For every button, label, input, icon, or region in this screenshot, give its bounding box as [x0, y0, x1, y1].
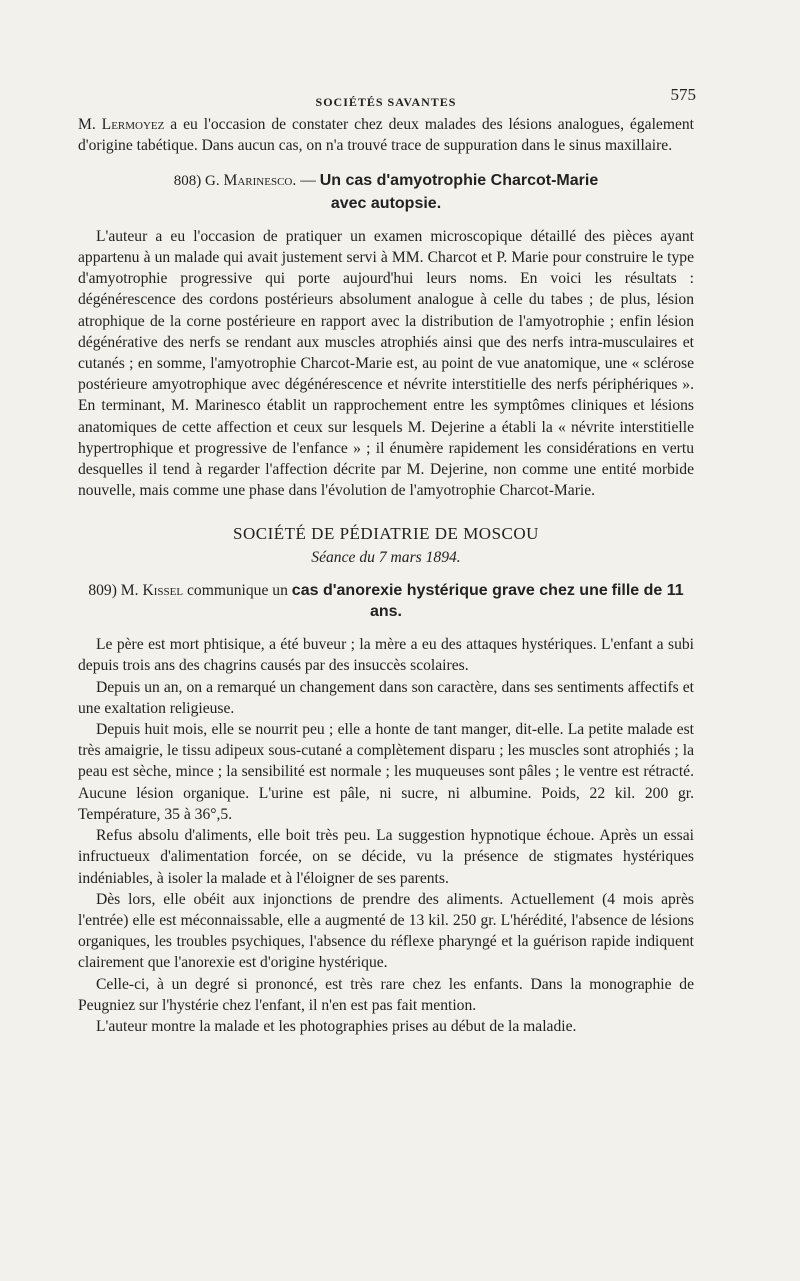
article-808-author: Marinesco.: [223, 172, 297, 190]
session-date: Séance du 7 mars 1894.: [311, 548, 461, 566]
running-head: [78, 84, 694, 114]
article-808-number: 808) G.: [173, 173, 220, 190]
article-809-paragraph: Depuis un an, on a remarqué un changement dans son caractère, dans ses sentiments affectifs et une exaltation religieuse.: [78, 678, 694, 717]
article-809-title-2: fille de 11 ans.: [369, 581, 684, 621]
article-808-body: L'auteur a eu l'occasion de pratiquer un examen microscopique détaillé des pièces ayant appartenu à un malade qui avait justement servi à MM. Charcot et P. Marie pour construire le type d'amyotrophie progressive qui porte aujourd'hui leurs noms. En voici les résultats : dégénérescence des cordons postérieurs absolument analogue à celle du tabes ; de plus, lésion atrophique de la corne postérieure en rapport avec la distribution de l'amyotrophie ; enfin lésion dégénérative des nerfs se rendant aux muscles atrophiés ainsi que des nerfs intra-musculaires et cutanés ; en somme, l'amyotrophie Charcot-Marie est, au point de vue anatomique, une « sclérose postérieure amyotrophique avec dégénérescence et névrite interstitielle des nerfs périphériques ». En terminant, M. Marinesco établit un rapprochement entre les symptômes cliniques et lésions anatomiques de cette affection et ceux sur lesquels M. Dejerine a établi la « névrite interstitielle hypertrophique et progressive de l'enfance » ; il énumère rapidement les considérations en vertu desquelles il tend à regarder l'affection décrite par M. Dejerine, non comme une entité morbide nouvelle, mais comme une phase dans l'évolution de l'amyotrophie Charcot-Marie.: [78, 227, 694, 500]
article-808-title-2: avec autopsie.: [330, 194, 442, 212]
article-809-paragraph: Le père est mort phtisique, a été buveur ; la mère a eu des attaques hystériques. L'enfant a subi depuis trois ans des chagrins causés par des insuccès scolaires.: [78, 636, 694, 675]
article-808-heading: [78, 170, 694, 213]
article-809-paragraph: Dès lors, elle obéit aux injonctions de prendre des aliments. Actuellement (4 mois après l'entrée) elle est méconnaissable, elle a augmenté de 13 kil. 250 gr. L'hérédité, l'absence de lésions organiques, les troubles psychiques, l'absence du réflexe pharyngé et la guérison rapide indiquent clairement que l'anorexie est d'origine hystérique.: [78, 890, 694, 972]
article-809-paragraph: Refus absolu d'aliments, elle boit très peu. La suggestion hypnotique échoue. Après un essai infructueux d'alimentation forcée, on se décide, vu la présence de stigmates hystériques indéniables, à isoler la malade et à l'éloigner de ses parents.: [78, 827, 694, 887]
article-809-paragraph: Depuis huit mois, elle se nourrit peu ; elle a honte de tant manger, dit-elle. La petite malade est très amaigrie, le tissu adipeux sous-cutané a complètement disparu ; les muscles sont atrophiés ; la peau est sèche, mince ; la sensibilité est normale ; les muqueuses sont pâles ; le ventre est rétracté. Aucune lésion organique. L'urine est pâle, ni sucre, ni albumine. Poids, 22 kil. 200 gr. Température, 35 à 36°,5.: [78, 721, 694, 823]
page-number: 575: [670, 85, 696, 104]
article-809-lead: communique un: [183, 581, 292, 599]
intro-paragraph: [78, 114, 694, 156]
page-body: [78, 84, 694, 1037]
running-title: SOCIÉTÉS SAVANTES: [315, 95, 457, 109]
society-name: SOCIÉTÉ DE PÉDIATRIE DE MOSCOU: [233, 524, 539, 544]
article-809-paragraph: Celle-ci, à un degré si prononcé, est très rare chez les enfants. Dans la monographie de Peugniez sur l'hystérie chez l'enfant, il n'en est pas fait mention.: [78, 975, 694, 1014]
article-809-author: Kissel: [142, 581, 184, 599]
intro-author: M. Lermoyez: [78, 116, 165, 133]
article-809-title-1: cas d'anorexie hystérique grave chez une: [291, 581, 608, 599]
article-809-paragraph: L'auteur montre la malade et les photographies prises au début de la maladie.: [96, 1017, 577, 1035]
article-808-dash: —: [300, 172, 316, 190]
article-809-heading: [78, 580, 694, 622]
intro-text: a eu l'occasion de constater chez deux malades des lésions analogues, également d'origine tabétique. Dans aucun cas, on n'a trouvé trace de suppuration dans le sinus maxillaire.: [78, 116, 695, 155]
article-808-title-1: Un cas d'amyotrophie Charcot-Marie: [319, 172, 599, 190]
article-809-number: 809) M.: [88, 581, 139, 599]
